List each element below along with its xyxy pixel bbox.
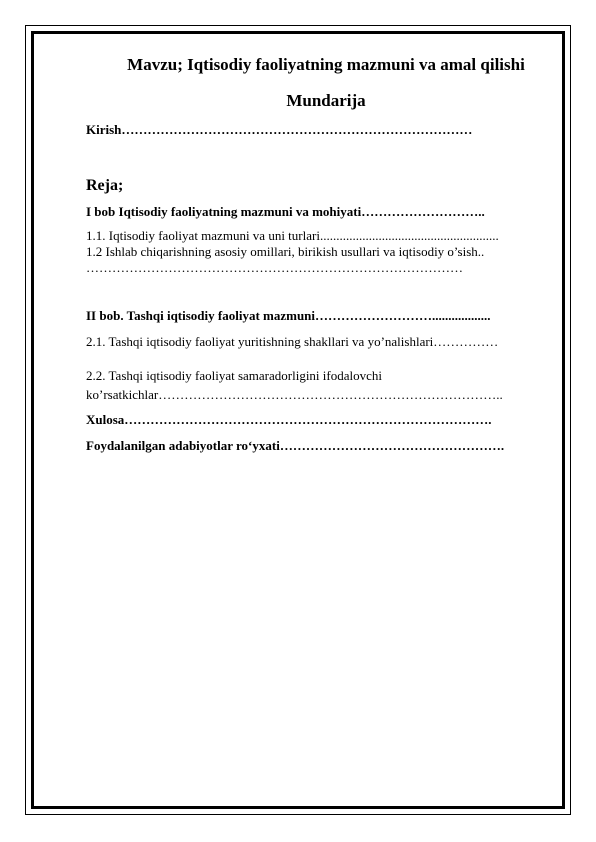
chapter2-title: II bob. Tashqi iqtisodiy faoliyat mazmuni……………………….................. [86,308,491,323]
chapter1-title: I bob Iqtisodiy faoliyatning mazmuni va mohiyati……………………….. [86,204,485,219]
toc-heading: Mundarija [286,91,366,110]
toc-references: Foydalanilgan adabiyotlar ro‘yxati……………………………………………. [86,438,505,453]
chapter2-item2: 2.2. Tashqi iqtisodiy faoliyat samaradorligini ifodalovchi [86,368,382,383]
chapter1-item2-dots: …………………………………………………………………………… [86,260,463,275]
document-title: Mavzu; Iqtisodiy faoliyatning mazmuni va amal qilishi [127,55,525,74]
plan-heading: Reja; [86,177,124,194]
chapter2-item1: 2.1. Tashqi iqtisodiy faoliyat yuritishning shakllari va yo’nalishlari…………… [86,334,499,349]
chapter1-item2: 1.2 Ishlab chiqarishning asosiy omillari, birikish usullari va iqtisodiy o’sish.. [86,244,485,259]
toc-conclusion: Xulosa…………………………………………………………………………. [86,412,492,427]
chapter1-item1: 1.1. Iqtisodiy faoliyat mazmuni va uni turlari....................................................... [86,228,499,243]
document-content [86,54,546,454]
chapter2-item2-cont: ko’rsatkichlar…………………………………………………………………….. [86,387,503,402]
toc-intro: Kirish……………………………………………………………………… [86,122,473,137]
